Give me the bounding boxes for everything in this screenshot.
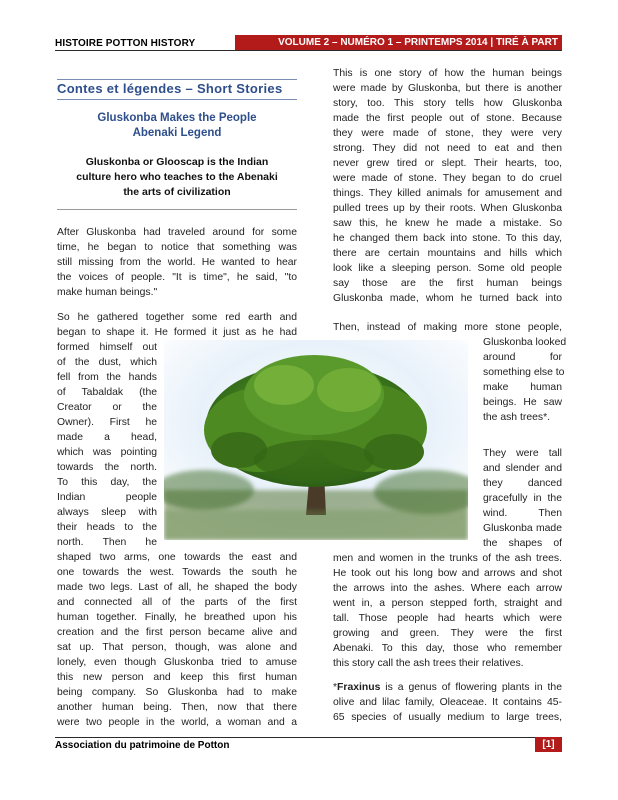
- header-divider: [55, 50, 562, 51]
- subtitle-divider: [57, 209, 297, 210]
- text-line: They were tall: [483, 448, 562, 459]
- text-line: made a head,: [57, 432, 157, 443]
- text-line: around for: [483, 352, 562, 363]
- text-line: say those are the first human beings: [333, 278, 562, 289]
- text-line: men and women in the trunks of the ash trees.: [333, 553, 562, 564]
- footer-publisher: Association du patrimoine de Potton: [55, 740, 230, 751]
- text-line: being company. So Gluskonba had to make: [57, 687, 297, 698]
- text-line: So he gathered together some red earth and: [57, 312, 297, 323]
- text-line: went in, a person stepped forth, straight and: [333, 598, 562, 609]
- story-title-line: Gluskonba Makes the People: [97, 112, 257, 124]
- footer-divider: [55, 737, 562, 738]
- text-line: things. They killed animals for amusement and: [333, 188, 562, 199]
- text-line: saw this, he knew he made a mistake. So: [333, 218, 562, 229]
- text-line: Gluskonba made: [483, 523, 562, 534]
- text-line: he changed them back into stone. To this day,: [333, 233, 562, 244]
- text-line: sat up. That person, though, was alone and: [57, 642, 297, 653]
- text-line: and slender and: [483, 463, 562, 474]
- ash-tree-photo: [164, 340, 468, 540]
- section-rule-bottom: [57, 99, 297, 100]
- footnote-line: olive and lilac family, Oleaceae. It contains 45-: [333, 697, 562, 708]
- text-line: fell from the hands: [57, 372, 157, 383]
- text-line: strong. They did not need to eat and then: [333, 143, 562, 154]
- text-line: they were made of stone, they were very: [333, 128, 562, 139]
- text-line: this story call the ash trees their relatives.: [333, 658, 524, 669]
- text-line: time, he began to notice that something was: [57, 242, 297, 253]
- section-title: Contes et légendes – Short Stories: [57, 81, 283, 96]
- text-line: and connected all of the parts of the first: [57, 597, 297, 608]
- text-line: creation and the first person became alive and: [57, 627, 297, 638]
- text-line: pulled trees up by their roots. When Gluskonba: [333, 203, 562, 214]
- text-line: began to shape it. He formed it just as he had: [57, 327, 297, 338]
- header-issue-band: VOLUME 2 – NUMÉRO 1 – PRINTEMPS 2014 | TIRÉ À PART: [235, 35, 562, 50]
- footnote-star: *: [333, 682, 338, 693]
- text-line: story, too. This story tells how Gluskonba: [333, 98, 562, 109]
- text-line: wind. Then: [483, 508, 562, 519]
- text-line: gracefully in the: [483, 493, 562, 504]
- text-line: one towards the west. Towards the south he: [57, 567, 297, 578]
- text-line: Indian people: [57, 492, 157, 503]
- text-line: the arrows into the ashes. Where each arrow: [333, 583, 562, 594]
- text-line: they danced: [483, 478, 562, 489]
- text-line: Owner). First he: [57, 417, 157, 428]
- text-line: were made of stone. They began to do cruel: [333, 173, 562, 184]
- text-line: the voices of people. "It is time", he said, "to: [57, 272, 297, 283]
- subtitle-line: culture hero who teaches to the Abenaki: [76, 171, 278, 183]
- text-line: were two people in the world, a woman and a: [57, 717, 297, 728]
- text-line: To this day, the: [57, 477, 157, 488]
- subtitle-line: Gluskonba or Glooscap is the Indian: [85, 156, 269, 168]
- footnote-term: Fraxinus: [337, 682, 381, 693]
- text-line: Gluskonba looked: [483, 337, 567, 348]
- page-number: [1]: [535, 737, 562, 752]
- text-line: make human beings.": [57, 287, 158, 298]
- text-line: look like a sleeping person. Some old people: [333, 263, 562, 274]
- text-line: growing and green. They were the first: [333, 628, 562, 639]
- text-line: something else to: [483, 367, 565, 378]
- text-line: Then, instead of making more stone people,: [333, 322, 562, 333]
- text-line: Abenaki. To this day, those who remember: [333, 643, 562, 654]
- text-line: made two legs. Last of all, he shaped the body: [57, 582, 297, 593]
- text-line: this new person and keep this first human: [57, 672, 297, 683]
- text-line: Gluskonba made, whom he turned back into: [333, 293, 562, 304]
- section-rule-top: [57, 79, 297, 80]
- text-line: human together. Finally, he breathed upon his: [57, 612, 297, 623]
- text-line: their heads to the: [57, 522, 157, 533]
- subtitle-line: the arts of civilization: [123, 186, 231, 198]
- text-line: lonely, even though Gluskonba tried to amuse: [57, 657, 297, 668]
- text-line: there are certain mountains and hills which: [333, 248, 562, 259]
- story-title-line: Abenaki Legend: [132, 127, 222, 139]
- text-line: tall. Those people had hearts which were: [333, 613, 562, 624]
- text-line: of Tabaldak (the: [57, 387, 157, 398]
- header-title: HISTOIRE POTTON HISTORY: [55, 38, 196, 49]
- text-line: north. Then he: [57, 537, 157, 548]
- text-line: towards the north.: [57, 462, 157, 473]
- footnote-line: [333, 680, 562, 695]
- text-line: He took out his long bow and arrows and shot: [333, 568, 562, 579]
- text-line: make human: [483, 382, 562, 393]
- footnote-text: is a genus of flowering plants in the: [380, 682, 562, 693]
- text-line: the shapes of: [483, 538, 562, 549]
- text-line: formed himself out: [57, 342, 157, 353]
- text-line: Creator or the: [57, 402, 157, 413]
- text-line: beings. He saw: [483, 397, 562, 408]
- text-line: of the dust, which: [57, 357, 157, 368]
- text-line: another human being. Then, now that there: [57, 702, 297, 713]
- text-line: still missing from the world. He wanted to hear: [57, 257, 297, 268]
- text-line: This is one story of how the human beings: [333, 68, 562, 79]
- text-line: which was pointing: [57, 447, 157, 458]
- story-title: [57, 111, 297, 141]
- text-line: shaped two arms, one towards the east and: [57, 552, 297, 563]
- text-line: were made by Gluskonba, but there is another: [333, 83, 562, 94]
- footnote-line: 65 species of usually medium to large trees,: [333, 712, 562, 723]
- text-line: always sleep with: [57, 507, 157, 518]
- text-line: the ash trees*.: [483, 412, 551, 423]
- text-line: never grew tired or slept. Their hearts, too,: [333, 158, 562, 169]
- text-line: made the first people out of stone. Because: [333, 113, 562, 124]
- story-subtitle: [57, 155, 297, 200]
- text-line: After Gluskonba had traveled around for some: [57, 227, 297, 238]
